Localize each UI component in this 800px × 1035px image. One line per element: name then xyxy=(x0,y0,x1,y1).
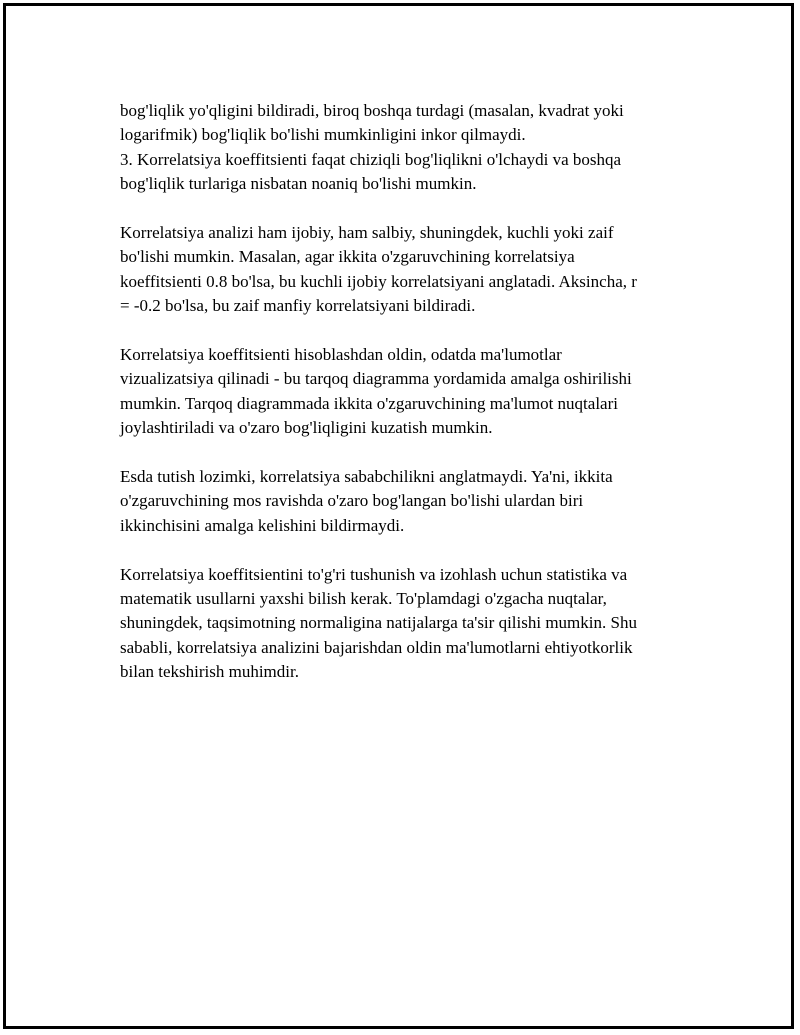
text-line: vizualizatsiya qilinadi - bu tarqoq diagramma yordamida amalga oshirilishi xyxy=(120,369,632,389)
text-line: bog'liqlik yo'qligini bildiradi, biroq boshqa turdagi (masalan, kvadrat yoki xyxy=(120,101,624,120)
paragraph-2 xyxy=(120,221,690,319)
text-line: bo'lishi mumkin. Masalan, agar ikkita o'zgaruvchining korrelatsiya xyxy=(120,247,575,267)
text-line: o'zgaruvchining mos ravishda o'zaro bog'langan bo'lishi ulardan biri xyxy=(120,491,584,511)
text-line: bog'liqlik turlariga nisbatan noaniq bo'lishi mumkin. xyxy=(120,174,477,194)
text-line: bilan tekshirish muhimdir. xyxy=(120,662,299,682)
text-line: shuningdek, taqsimotning normaligina natijalarga ta'sir qilishi mumkin. Shu xyxy=(120,613,637,633)
paragraph-3 xyxy=(120,343,690,441)
text-line: logarifmik) bog'liqlik bo'lishi mumkinligini inkor qilmaydi. xyxy=(120,125,526,145)
document-body xyxy=(120,99,690,709)
text-line: sababli, korrelatsiya analizini bajarishdan oldin ma'lumotlarni ehtiyotkorlik xyxy=(120,637,633,657)
text-line: Korrelatsiya koeffitsientini to'g'ri tushunish va izohlash uchun statistika va xyxy=(120,564,628,584)
text-line: matematik usullarni yaxshi bilish kerak. To'plamdagi o'zgacha nuqtalar, xyxy=(120,589,607,609)
text-line: Korrelatsiya analizi ham ijobiy, ham salbiy, shuningdek, kuchli yoki zaif xyxy=(120,223,614,243)
text-line: 3. Korrelatsiya koeffitsienti faqat chiziqli bog'liqlikni o'lchaydi va boshqa xyxy=(120,149,622,169)
paragraph-4 xyxy=(120,465,690,538)
paragraph-5 xyxy=(120,563,690,685)
text-line: ikkinchisini amalga kelishini bildirmaydi. xyxy=(120,515,405,535)
paragraph-1 xyxy=(120,99,690,197)
text-line: Korrelatsiya koeffitsienti hisoblashdan oldin, odatda ma'lumotlar xyxy=(120,345,562,365)
text-line: = -0.2 bo'lsa, bu zaif manfiy korrelatsiyani bildiradi. xyxy=(120,296,476,316)
text-line: Esda tutish lozimki, korrelatsiya sababchilikni anglatmaydi. Ya'ni, ikkita xyxy=(120,467,613,487)
text-line: koeffitsienti 0.8 bo'lsa, bu kuchli ijobiy korrelatsiyani anglatadi. Aksincha, r xyxy=(120,271,637,291)
document-page xyxy=(3,3,794,1029)
text-line: mumkin. Tarqoq diagrammada ikkita o'zgaruvchining ma'lumot nuqtalari xyxy=(120,393,618,413)
text-line: joylashtiriladi va o'zaro bog'liqligini kuzatish mumkin. xyxy=(120,418,493,438)
